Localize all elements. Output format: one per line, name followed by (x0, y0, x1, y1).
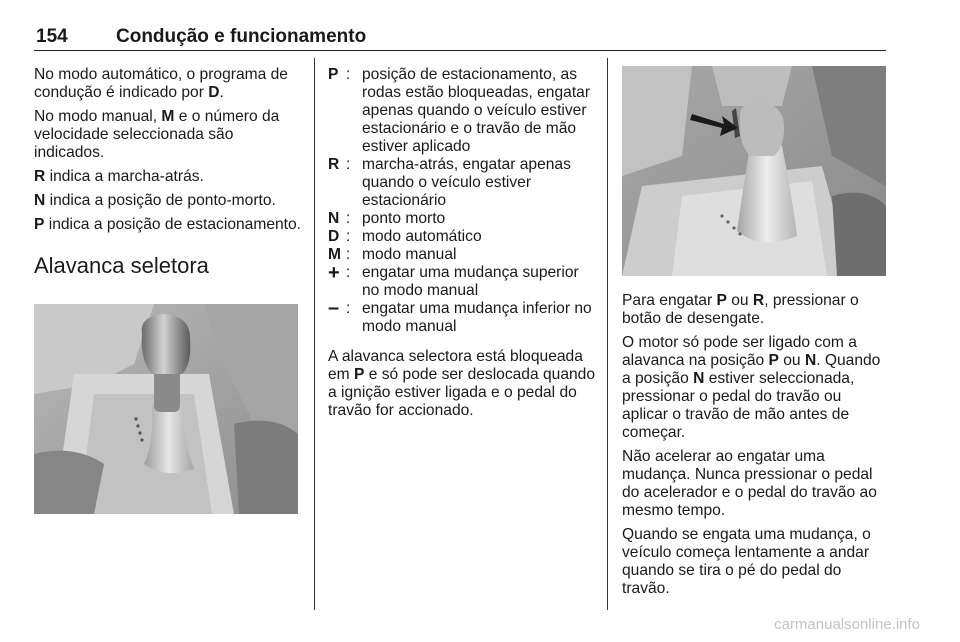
paragraph-release-button: Para engatar P ou R, pressionar o botão de desengate. (622, 292, 859, 327)
paragraph-no-accelerate: Não acelerar ao engatar uma mudança. Nunca pressionar o pedal do acelerador e o pedal do travão ao mesmo tempo. (622, 448, 877, 519)
column-divider (607, 58, 608, 610)
definition-key: N (328, 210, 340, 227)
definition-row: + : engatar uma mudança superior no modo manual (328, 264, 596, 300)
definition-row: R : marcha-atrás, engatar apenas quando o veículo estiver estacionário (328, 156, 596, 210)
definition-text: ponto morto (362, 210, 446, 227)
page-header (34, 22, 886, 51)
paragraph-reverse: R indica a marcha-atrás. (34, 168, 204, 185)
definition-row: M : modo manual (328, 246, 596, 264)
definition-row: P : posição de estacionamento, as rodas estão bloqueadas, engatar apenas quando o veículo estiver estacionário e o travão de mão estiver aplicado (328, 66, 596, 156)
column-middle (328, 66, 596, 426)
paragraph-neutral: N indica a posição de ponto-morto. (34, 192, 276, 209)
selector-lever-illustration (34, 304, 298, 514)
page-number: 154 (36, 26, 68, 47)
definition-text: engatar uma mudança inferior no modo manual (362, 300, 592, 335)
paragraph-manual-mode: No modo manual, M e o número da velocidade seleccionada são indicados. (34, 108, 280, 161)
definition-key: D (328, 228, 340, 245)
paragraph-park: P indica a posição de estacionamento. (34, 216, 302, 233)
definition-key: P (328, 66, 339, 83)
watermark: carmanualsonline.info (774, 616, 920, 633)
paragraph-lever-lock: A alavanca selectora está bloqueada em P e só pode ser deslocada quando a ignição estiver ligada e o pedal do travão for accionado. (328, 348, 596, 419)
definition-key: M (328, 246, 341, 263)
column-left (34, 66, 304, 296)
release-button-illustration (622, 66, 886, 276)
definition-key: R (328, 156, 340, 173)
column-divider (314, 58, 315, 610)
paragraph-vehicle-creep: Quando se engata uma mudança, o veículo começa lentamente a andar quando se tira o pé do pedal do travão. (622, 526, 871, 597)
minus-icon: – (328, 297, 340, 319)
column-right (622, 292, 890, 604)
definition-text: engatar uma mudança superior no modo manual (362, 264, 579, 299)
section-heading: Alavanca seletora (34, 253, 209, 278)
definition-text: modo automático (362, 228, 482, 245)
definition-row: N : ponto morto (328, 210, 596, 228)
definition-text: marcha-atrás, engatar apenas quando o veículo estiver estacionário (362, 156, 571, 209)
paragraph-auto-mode: No modo automático, o programa de condução é indicado por D. (34, 66, 288, 101)
definition-text: posição de estacionamento, as rodas estão bloqueadas, engatar apenas quando o veículo estiver estacionário e o travão de mão estiver aplicado (362, 66, 591, 155)
definition-row: D : modo automático (328, 228, 596, 246)
chapter-title: Condução e funcionamento (116, 26, 367, 47)
definition-text: modo manual (362, 246, 457, 263)
plus-icon: + (328, 262, 340, 284)
paragraph-engine-start: O motor só pode ser ligado com a alavanca na posição P ou N. Quando a posição N estiver seleccionada, pressionar o pedal do travão ou aplicar o travão de mão antes de começar. (622, 334, 881, 441)
definition-row: – : engatar uma mudança inferior no modo manual (328, 300, 596, 336)
